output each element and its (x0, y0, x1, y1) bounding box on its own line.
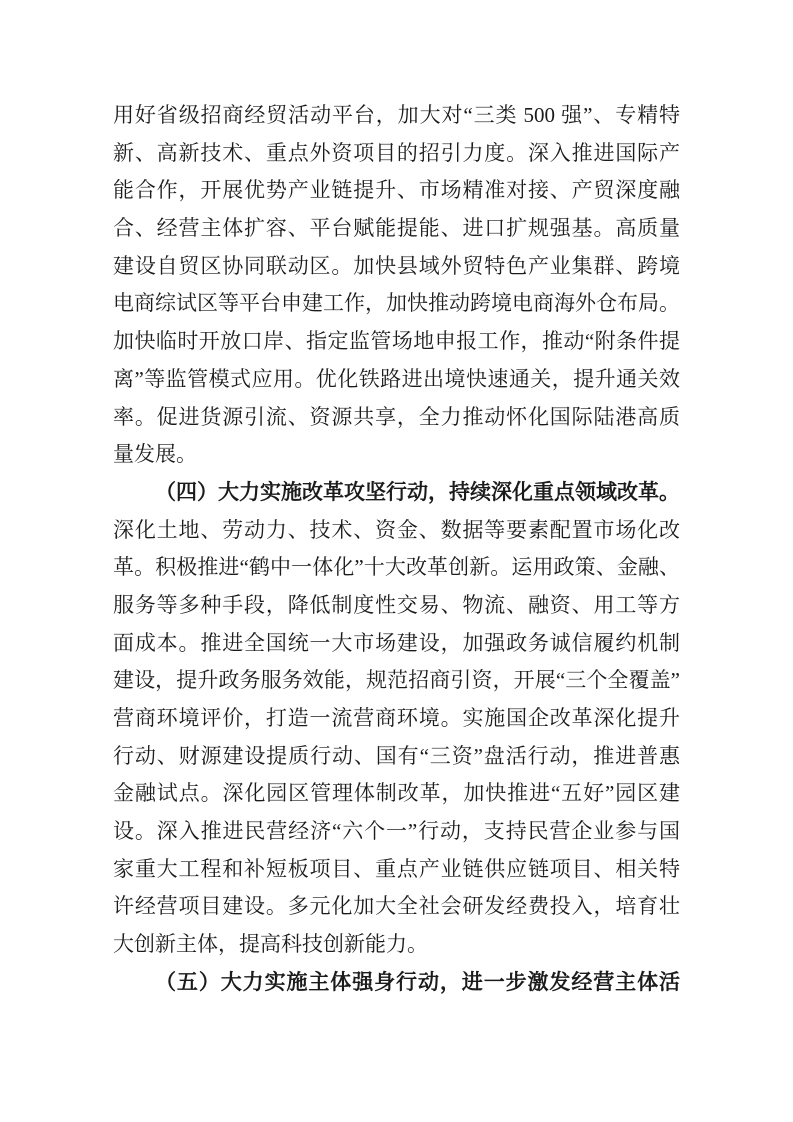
text-line: 离”等监管模式应用。优化铁路进出境快速通关，提升通关效 (113, 366, 680, 391)
text-line: 深化土地、劳动力、技术、资金、数据等要素配置市场化改 (113, 517, 680, 542)
text-line: 金融试点。深化园区管理体制改革，加快推进“五好”园区建 (113, 781, 680, 806)
text-line: 建设自贸区协同联动区。加快县域外贸特色产业集群、跨境 (113, 253, 680, 278)
text-line: 许经营项目建设。多元化加大全社会研发经费投入，培育壮 (113, 894, 680, 919)
paragraph-subject-strengthening (113, 964, 680, 1002)
paragraph-reform-action (113, 474, 680, 964)
text-line: 大创新主体，提高科技创新能力。 (113, 932, 428, 957)
text-line: 面成本。推进全国统一大市场建设，加强政务诚信履约机制 (113, 630, 680, 655)
text-line: 加快临时开放口岸、指定监管场地申报工作，推动“附条件提 (113, 329, 680, 354)
text-line: 量发展。 (113, 442, 197, 467)
text-line: 合、经营主体扩容、平台赋能提能、进口扩规强基。高质量 (113, 216, 680, 241)
text-line: 设。深入推进民营经济“六个一”行动，支持民营企业参与国 (113, 819, 680, 844)
text-line: 营商环境评价，打造一流营商环境。实施国企改革深化提升 (113, 706, 680, 730)
text-line: 家重大工程和补短板项目、重点产业链供应链项目、相关特 (113, 856, 680, 881)
text-line: 新、高新技术、重点外资项目的招引力度。深入推进国际产 (113, 140, 680, 165)
text-line: 建设，提升政务服务效能，规范招商引资，开展“三个全覆盖” (113, 668, 680, 693)
text-line: 能合作，开展优势产业链提升、市场精准对接、产贸深度融 (113, 178, 680, 203)
paragraph-open-economy (113, 97, 680, 474)
text-line: 革。积极推进“鹤中一体化”十大改革创新。运用政策、金融、 (113, 555, 680, 580)
page-body-text (113, 97, 680, 1002)
section-heading-4: （四）大力实施改革攻坚行动，持续深化重点领域改革。 (155, 479, 680, 504)
text-line: 用好省级招商经贸活动平台，加大对“三类 500 强”、专精特 (113, 103, 680, 127)
text-line: 服务等多种手段，降低制度性交易、物流、融资、用工等方 (113, 592, 680, 617)
text-line: 行动、财源建设提质行动、国有“三资”盘活行动，推进普惠 (113, 743, 680, 768)
text-line: 率。促进货源引流、资源共享，全力推动怀化国际陆港高质 (113, 404, 680, 429)
text-line: 电商综试区等平台申建工作，加快推动跨境电商海外仓布局。 (113, 291, 680, 316)
section-heading-5: （五）大力实施主体强身行动，进一步激发经营主体活 (155, 969, 680, 994)
